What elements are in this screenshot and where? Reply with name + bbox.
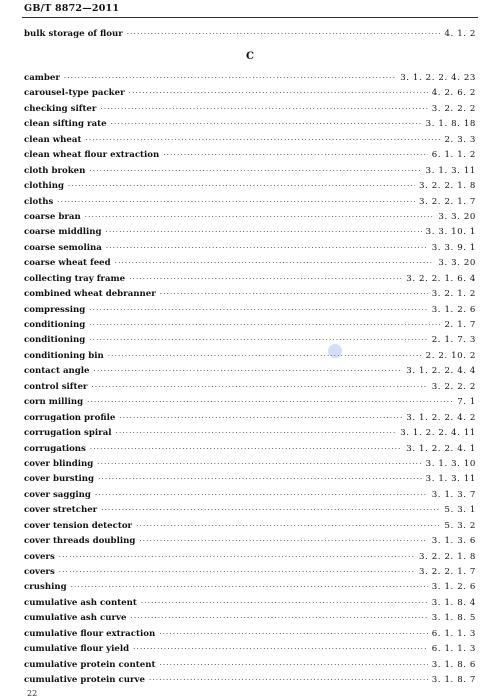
index-entry (24, 580, 476, 595)
index-entry (24, 658, 476, 673)
index-entry (24, 179, 476, 194)
index-reference: 7. 1 (457, 397, 476, 408)
index-reference: 3. 2. 2. 1. 8 (419, 181, 476, 192)
dot-leader (141, 596, 428, 611)
index-term: covers (24, 567, 55, 577)
index-reference: 3. 2. 2. 1. 7 (419, 567, 476, 577)
dot-leader (111, 117, 422, 132)
index-term: cloth broken (24, 165, 86, 176)
index-term: carousel-type packer (24, 88, 125, 99)
index-entry (24, 611, 476, 626)
dot-leader (98, 472, 422, 487)
index-term: coarse bran (24, 211, 81, 222)
index-entry (24, 442, 476, 457)
index-term: cover stretcher (24, 505, 98, 516)
dot-leader (64, 71, 396, 86)
index-entry (24, 596, 476, 611)
index-term: cover tension detector (24, 520, 133, 531)
index-entry (24, 241, 476, 256)
index-reference: 3. 1. 3. 10 (425, 458, 476, 469)
index-reference: 3. 3. 20 (438, 258, 476, 269)
index-entry (24, 349, 476, 364)
dot-leader (130, 611, 427, 626)
index-reference: 3. 2. 2. 2 (431, 381, 476, 392)
index-reference: 5. 3. 1 (444, 505, 476, 516)
index-term: coarse middling (24, 227, 102, 238)
index-reference: 3. 1. 2. 2. 4. 2 (406, 412, 476, 423)
index-entry (24, 534, 476, 549)
dot-leader (89, 318, 440, 333)
dot-leader (94, 364, 403, 379)
dot-leader (136, 519, 440, 534)
header-rule (22, 17, 478, 18)
dot-leader (89, 333, 428, 348)
index-entry (24, 472, 476, 487)
index-reference: 4. 1. 2 (444, 29, 476, 39)
index-term: bulk storage of flour (24, 29, 123, 39)
dot-leader (160, 287, 428, 302)
index-term: contact angle (24, 366, 90, 377)
dot-leader (108, 349, 422, 364)
index-term: combined wheat debranner (24, 289, 156, 300)
index-term: compressing (24, 304, 86, 315)
index-term: cumulative ash content (24, 597, 137, 608)
index-entry (24, 272, 476, 287)
index-term: conditioning bin (24, 350, 104, 361)
index-term: control sifter (24, 381, 88, 392)
index-reference: 6. 1. 1. 3 (431, 644, 476, 655)
index-reference: 3. 1. 8. 6 (431, 659, 476, 670)
index-term: cloths (24, 196, 54, 207)
standard-code-header: GB/T 8872—2011 (24, 3, 120, 14)
index-entry (24, 117, 476, 132)
index-reference: 3. 1. 8. 4 (431, 597, 476, 608)
index-entry (24, 457, 476, 472)
dot-leader (127, 27, 441, 42)
index-term: clean sifting rate (24, 119, 107, 130)
dot-leader (59, 550, 415, 565)
index-reference: 3. 2. 1. 2 (431, 289, 476, 300)
watermark-mark (328, 344, 342, 358)
index-entry (24, 133, 476, 148)
index-term: conditioning (24, 320, 86, 330)
index-entry (24, 303, 476, 318)
index-entry (24, 519, 476, 534)
index-term: cumulative protein curve (24, 675, 146, 686)
index-entry (24, 318, 476, 333)
dot-leader (87, 395, 453, 410)
index-reference: 2. 1. 7. 3 (431, 335, 476, 346)
index-reference: 3. 1. 2. 2. 4. 23 (400, 73, 476, 83)
index-reference: 3. 3. 10. 1 (425, 227, 476, 238)
dot-leader (106, 241, 428, 256)
dot-leader (57, 195, 415, 210)
index-term: covers (24, 551, 55, 562)
dot-leader (89, 164, 421, 179)
index-term: cumulative flour extraction (24, 628, 156, 639)
index-entry (24, 164, 476, 179)
index-reference: 3. 1. 2. 2. 4. 4 (406, 366, 476, 377)
index-reference: 3. 1. 2. 6 (431, 304, 476, 315)
dot-leader (129, 86, 428, 101)
index-reference: 3. 3. 9. 1 (431, 242, 476, 253)
index-reference: 3. 1. 8. 18 (425, 119, 476, 130)
index-entry (24, 642, 476, 657)
index-reference: 3. 1. 3. 6 (431, 536, 476, 547)
index-term: cumulative flour yield (24, 644, 130, 655)
index-term: clothing (24, 181, 64, 192)
index-term: checking sifter (24, 103, 97, 114)
index-term: conditioning (24, 335, 86, 346)
index-entry (24, 148, 476, 163)
index-reference: 3. 1. 3. 7 (431, 489, 476, 500)
index-reference: 3. 1. 8. 7 (431, 675, 476, 686)
dot-leader (59, 565, 415, 580)
index-reference: 2. 1. 7 (444, 320, 476, 330)
index-entry (24, 395, 476, 410)
dot-leader (133, 642, 428, 657)
index-entry (24, 27, 476, 42)
index-reference: 2. 2. 10. 2 (425, 350, 476, 361)
dot-leader (115, 256, 435, 271)
dot-leader (85, 210, 435, 225)
index-entry (24, 627, 476, 642)
index-reference: 6. 1. 1. 3 (431, 628, 476, 639)
index-term: camber (24, 73, 60, 83)
dot-leader (91, 380, 427, 395)
index-entry (24, 364, 476, 379)
index-entry (24, 71, 476, 86)
index-reference: 3. 1. 2. 2. 4. 11 (400, 428, 476, 439)
dot-leader (149, 673, 428, 688)
index-term: cover blinding (24, 458, 94, 469)
index-term: coarse wheat feed (24, 258, 111, 269)
index-reference: 6. 1. 1. 2 (431, 150, 476, 161)
index-term: cover bursting (24, 474, 95, 485)
dot-leader (97, 457, 421, 472)
dot-leader (89, 303, 427, 318)
dot-leader (139, 534, 427, 549)
index-entry (24, 503, 476, 518)
index-reference: 3. 3. 20 (438, 211, 476, 222)
section-letter-heading: C (246, 51, 254, 62)
index-entry (24, 195, 476, 210)
index-entry (24, 287, 476, 302)
index-term: crushing (24, 582, 67, 593)
index-reference: 3. 2. 2. 1. 6. 4 (406, 273, 476, 284)
page-number: 22 (27, 689, 38, 698)
dot-leader (71, 580, 428, 595)
index-reference: 4. 2. 6. 2 (431, 88, 476, 99)
index-reference: 2. 3. 3 (444, 134, 476, 145)
index-term: corrugations (24, 443, 86, 454)
index-entry (24, 550, 476, 565)
dot-leader (95, 488, 428, 503)
dot-leader (85, 133, 440, 148)
index-entry (24, 333, 476, 348)
index-term: coarse semolina (24, 242, 102, 253)
index-entry (24, 426, 476, 441)
dot-leader (106, 225, 422, 240)
index-entry (24, 256, 476, 271)
index-term: cumulative protein content (24, 659, 156, 670)
dot-leader (159, 627, 428, 642)
index-term: cumulative ash curve (24, 613, 127, 624)
index-reference: 3. 2. 2. 2 (431, 103, 476, 114)
index-term: collecting tray frame (24, 273, 126, 284)
index-reference: 5. 3. 2 (444, 520, 476, 531)
index-reference: 3. 2. 2. 1. 7 (419, 196, 476, 207)
dot-leader (163, 148, 427, 163)
index-entry (24, 411, 476, 426)
dot-leader (100, 102, 427, 117)
index-top-list (24, 27, 476, 42)
dot-leader (119, 411, 402, 426)
dot-leader (101, 503, 440, 518)
dot-leader (116, 426, 397, 441)
dot-leader (159, 658, 427, 673)
index-entry (24, 488, 476, 503)
index-term: corrugation profile (24, 412, 116, 423)
index-reference: 3. 2. 2. 1. 8 (419, 551, 476, 562)
dot-leader (90, 442, 402, 457)
index-reference: 3. 1. 2. 2. 4. 1 (406, 443, 476, 454)
index-term: cover sagging (24, 489, 91, 500)
index-entry (24, 673, 476, 688)
index-term: cover threads doubling (24, 536, 136, 547)
index-entry (24, 380, 476, 395)
index-reference: 3. 1. 2. 6 (431, 582, 476, 593)
dot-leader (129, 272, 402, 287)
index-entry (24, 225, 476, 240)
index-entry (24, 86, 476, 101)
dot-leader (68, 179, 415, 194)
index-entry (24, 102, 476, 117)
index-term: corn milling (24, 397, 84, 408)
index-list-c (24, 71, 476, 689)
index-term: clean wheat (24, 134, 82, 145)
index-term: corrugation spiral (24, 428, 112, 439)
index-term: clean wheat flour extraction (24, 150, 160, 161)
index-reference: 3. 1. 3. 11 (425, 165, 476, 176)
index-reference: 3. 1. 3. 11 (425, 474, 476, 485)
index-reference: 3. 1. 8. 5 (431, 613, 476, 624)
index-entry (24, 565, 476, 580)
index-entry (24, 210, 476, 225)
